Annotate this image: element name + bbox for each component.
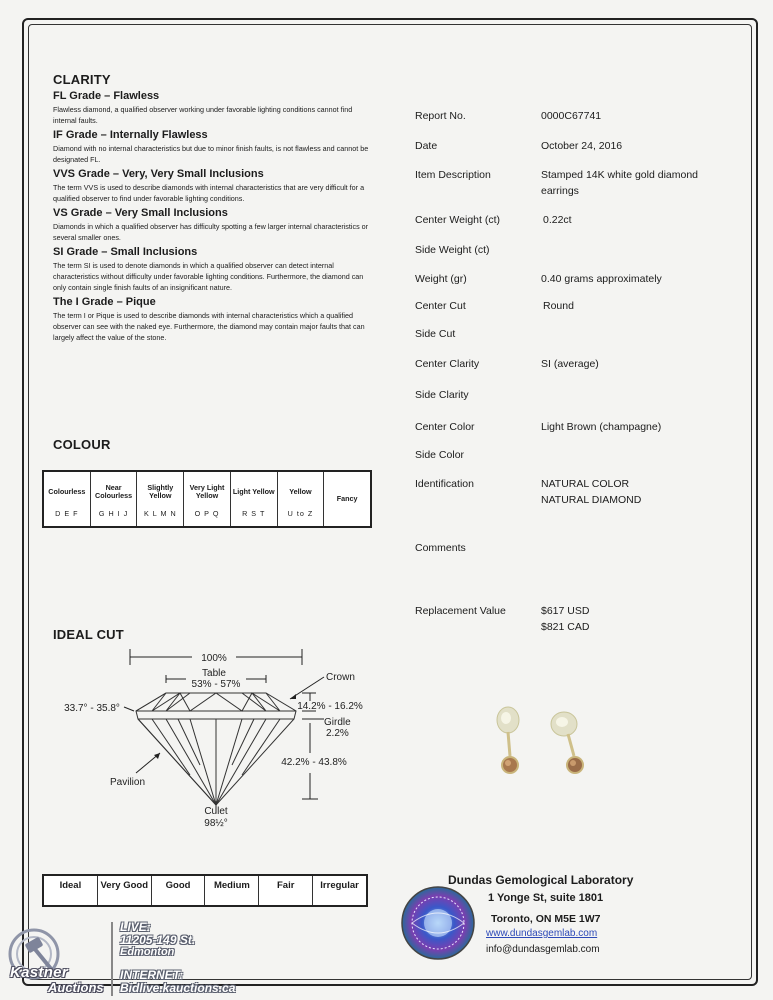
auction-watermark (4, 918, 254, 998)
report-value: NATURAL COLOR NATURAL DIAMOND (541, 478, 642, 506)
hologram-seal-icon (400, 885, 476, 961)
colour-grade-cell (231, 472, 278, 526)
colour-grade-name: Colourless (48, 487, 86, 496)
report-value: Stamped 14K white gold diamond earrings (541, 169, 699, 197)
cut-grade-cell: Medium (205, 876, 259, 905)
earring-right (551, 712, 583, 773)
lab-address-line1: 1 Yonge St, suite 1801 (488, 892, 604, 904)
cut-grade-cell: Very Good (98, 876, 152, 905)
watermark-divider (111, 922, 113, 996)
colour-grade-codes: R S T (242, 509, 266, 519)
clarity-grade-heading: VVS Grade – Very, Very Small Inclusions (53, 168, 264, 180)
report-value: 0000C67741 (541, 110, 602, 122)
earring-left (497, 707, 519, 773)
colour-grade-name: Fancy (336, 493, 358, 503)
watermark-internet-url: Bidlive.kauctions.ca (120, 981, 236, 995)
pavilion-label: Pavilion (110, 777, 146, 788)
colour-grade-name: Light Yellow (232, 487, 275, 496)
report-value: SI (average) (541, 358, 599, 370)
crown-height-label: 14.2% - 16.2% (297, 701, 363, 712)
diamond-cut-diagram (40, 645, 380, 835)
ideal-cut-title: IDEAL CUT (53, 627, 124, 642)
clarity-grade-list (53, 90, 373, 343)
report-label: Replacement Value (415, 605, 506, 617)
colour-grade-codes: O P Q (194, 509, 220, 519)
colour-scale-table (42, 470, 372, 528)
clarity-grade-heading: FL Grade – Flawless (53, 90, 160, 102)
colour-grade-codes: K L M N (143, 509, 177, 519)
earrings-photo (478, 700, 618, 790)
report-value: Round (543, 300, 574, 312)
report-label: Identification (415, 478, 474, 490)
watermark-brand-suffix: Auctions (48, 980, 104, 995)
clarity-grade-description: The term I or Pique is used to describe diamonds with internal characteristics which a qualified observer can see with the naked eye. Furthermore, the diamond may contain major faults that can largely affect the value of the stone. (53, 311, 365, 342)
colour-grade-cell (184, 472, 231, 526)
width-label: 100% (201, 653, 227, 664)
report-value: 0.40 grams approximately (541, 273, 662, 285)
colour-grade-cell (91, 472, 138, 526)
pavilion-depth-label: 42.2% - 43.8% (281, 757, 347, 768)
report-label: Weight (gr) (415, 273, 467, 285)
clarity-grade-description: Flawless diamond, a qualified observer working under favorable lighting conditions cannot find internal faults. (53, 105, 353, 125)
cut-grade-table (42, 874, 368, 907)
diamond-outline (136, 693, 296, 805)
colour-grade-codes: U to Z (287, 509, 314, 519)
colour-grade-cell (324, 472, 370, 526)
report-label: Side Cut (415, 328, 456, 340)
culet-value: 98½° (204, 818, 228, 829)
colour-grade-name: Very Light Yellow (189, 482, 225, 501)
table-label: Table (202, 668, 226, 679)
report-label: Center Weight (ct) (415, 214, 500, 226)
report-value: $617 USD $821 CAD (541, 605, 590, 633)
report-label: Side Color (415, 449, 465, 461)
clarity-grade-heading: IF Grade – Internally Flawless (53, 129, 208, 141)
clarity-grade-heading: The I Grade – Pique (53, 296, 156, 308)
crown-label: Crown (326, 672, 355, 683)
cut-grade-cell: Ideal (44, 876, 98, 905)
clarity-grade-heading: SI Grade – Small Inclusions (53, 246, 198, 258)
clarity-grade-description: The term VVS is used to describe diamonds with internal characteristics that are very difficult for a qualified observer to find under favorable lighting conditions. (53, 183, 365, 203)
watermark-live-address: 11205-149 St. (120, 933, 196, 947)
clarity-grade-heading: VS Grade – Very Small Inclusions (53, 207, 228, 219)
watermark-live-label: LIVE: (120, 920, 151, 934)
clarity-title: CLARITY (53, 72, 111, 87)
watermark-internet-label: INTERNET: (120, 968, 184, 982)
colour-grade-codes: D E F (55, 509, 79, 519)
report-label: Comments (415, 542, 466, 554)
colour-grade-name: Yellow (289, 487, 312, 496)
culet-label: Culet (204, 806, 228, 817)
crown-angle-label: 33.7° - 35.8° (64, 703, 120, 714)
cut-grade-cell: Good (152, 876, 206, 905)
lab-email[interactable]: info@dundasgemlab.com (486, 944, 600, 955)
girdle-label: Girdle (324, 717, 351, 728)
colour-title: COLOUR (53, 437, 111, 452)
report-label: Date (415, 140, 438, 152)
table-range-label: 53% - 57% (191, 679, 241, 690)
colour-grade-cell (278, 472, 325, 526)
girdle-value: 2.2% (326, 728, 349, 739)
colour-grade-cell (137, 472, 184, 526)
report-label: Center Color (415, 421, 475, 433)
watermark-brand: Kastner (10, 964, 68, 981)
report-label: Item Description (415, 169, 491, 181)
report-label: Center Cut (415, 300, 466, 312)
colour-grade-codes: G H I J (98, 509, 129, 519)
cut-grade-cell: Irregular (320, 880, 359, 891)
colour-grade-name: Near Colourless (95, 482, 133, 501)
report-label: Center Clarity (415, 358, 480, 370)
lab-name: Dundas Gemological Laboratory (448, 873, 634, 887)
report-label: Report No. (415, 110, 466, 122)
cut-grade-cell: Fair (259, 876, 313, 905)
colour-grade-cell (44, 472, 91, 526)
colour-grade-name: Slightly Yellow (147, 482, 174, 501)
report-label: Side Clarity (415, 389, 469, 401)
watermark-live-city: Edmonton (120, 946, 175, 958)
lab-address-line2: Toronto, ON M5E 1W7 (491, 913, 601, 925)
lab-website-link[interactable]: www.dundasgemlab.com (486, 928, 598, 939)
report-value: Light Brown (champagne) (541, 421, 662, 433)
clarity-grade-description: Diamond with no internal characteristics but due to minor finish faults, is not flawless and cannot be designated FL. (53, 144, 369, 164)
clarity-section (53, 72, 373, 343)
clarity-grade-description: The term SI is used to denote diamonds in which a qualified observer can detect internal characteristics without difficulty under favorable lighting conditions. Furthermore, the diamond can only contain single finish faults of an insignificant nature. (53, 261, 364, 292)
report-label: Side Weight (ct) (415, 244, 490, 256)
report-value: 0.22ct (543, 214, 572, 226)
report-value: October 24, 2016 (541, 140, 623, 152)
clarity-grade-description: Diamonds in which a qualified observer has difficulty spotting a few larger internal characteristics or several smaller ones. (53, 222, 369, 242)
